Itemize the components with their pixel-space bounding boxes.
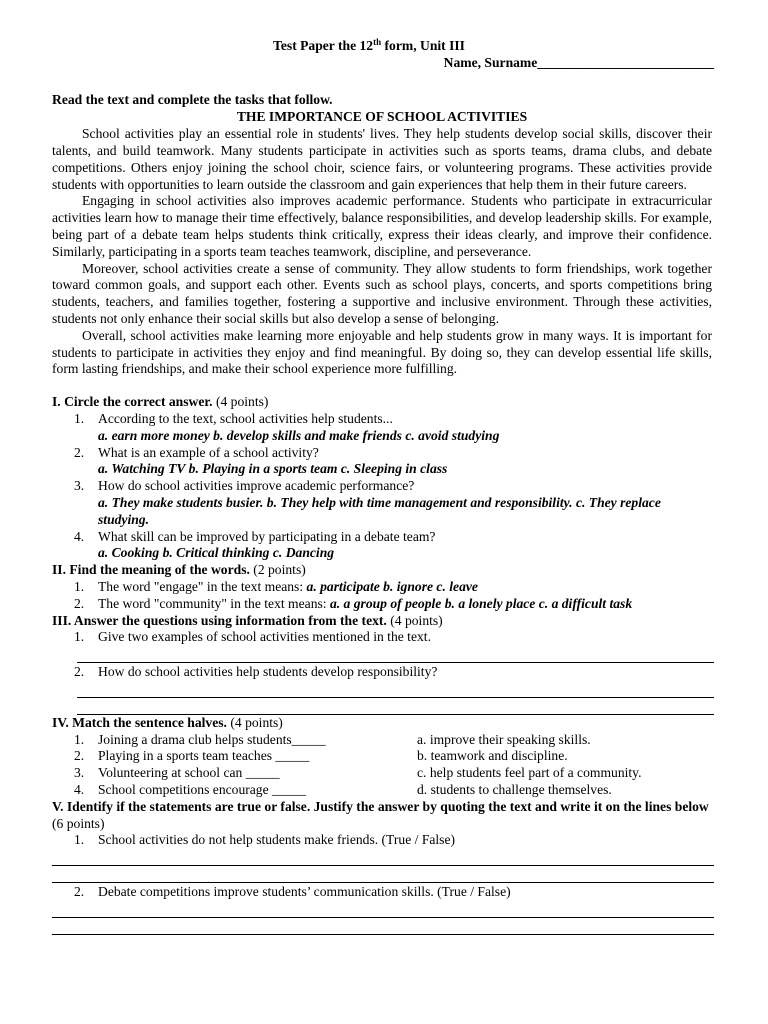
match-left[interactable]: School competitions encourage _____ — [98, 782, 307, 798]
section-2-list — [52, 579, 712, 613]
question-item — [52, 529, 712, 563]
question-text: The word "community" in the text means: — [98, 595, 330, 611]
answer-line[interactable] — [77, 646, 714, 663]
text-title: THE IMPORTANCE OF SCHOOL ACTIVITIES — [236, 109, 528, 125]
question-number: 1. — [74, 578, 85, 594]
match-left[interactable]: Playing in a sports team teaches _____ — [98, 748, 310, 764]
answer-line[interactable] — [52, 901, 714, 918]
question-number: 2. — [74, 595, 85, 611]
name-surname-line[interactable]: Name, Surname__________________________ — [443, 54, 714, 70]
match-right: a. improve their speaking skills. — [417, 731, 591, 747]
answer-options[interactable]: a. participate b. ignore c. leave — [306, 578, 478, 594]
section-3-heading — [52, 613, 712, 630]
statement-number: 2. — [74, 884, 85, 900]
match-list — [52, 732, 712, 799]
paragraph-2: Engaging in school activities also improves academic performance. Students who participate in extracurricular activities learn how to manage their time effectively, balance responsibilities, and develop leadership skills. For example, being part of a debate team helps students think critically, express their ideas clearly, and improve their confidence. Similarly, participating in a sports team teaches teamwork, discipline, and perseverance. — [52, 193, 712, 259]
section-2-title: II. Find the meaning of the words. — [52, 562, 250, 578]
section-1-list — [52, 411, 712, 562]
question-number: 2. — [74, 664, 85, 680]
section-5-points: (6 points) — [52, 815, 105, 831]
section-5-list — [52, 832, 712, 935]
match-left[interactable]: Joining a drama club helps students_____ — [98, 731, 326, 747]
match-left[interactable]: Volunteering at school can _____ — [98, 765, 280, 781]
question-item — [52, 596, 712, 613]
answer-options[interactable]: a. They make students busier. b. They help with time management and responsibility. c. They replace studying. — [98, 494, 661, 527]
section-1-heading — [52, 394, 712, 411]
answer-options[interactable]: a. Cooking b. Critical thinking c. Dancing — [98, 545, 335, 561]
question-item — [52, 629, 712, 646]
paper-title-text: Test Paper the 12 — [273, 38, 374, 53]
match-number: 3. — [74, 765, 85, 781]
question-item — [52, 445, 712, 479]
question-item — [52, 664, 712, 681]
section-2-heading — [52, 562, 712, 579]
statement-text: Debate competitions improve students’ communication skills. (True / False) — [98, 884, 511, 900]
question-item — [52, 411, 712, 445]
answer-line[interactable] — [52, 918, 714, 935]
question-text: Give two examples of school activities mentioned in the text. — [98, 629, 431, 645]
match-right: b. teamwork and discipline. — [417, 748, 568, 764]
question-item — [52, 579, 712, 596]
paragraph-1: School activities play an essential role in students' lives. They help students develop social skills, discover their talents, and build teamwork. Many students participate in activities such as sports teams, drama clubs, and debate competitions. Others enjoy joining the school choir, science fairs, or volunteering programs. These activities provide students with opportunities to learn outside the classroom and gain experiences that help them in their future careers. — [52, 126, 712, 192]
match-number: 1. — [74, 731, 85, 747]
answer-line[interactable] — [77, 681, 714, 698]
answer-options[interactable]: a. a group of people b. a lonely place c. a difficult task — [329, 595, 633, 611]
match-right: d. students to challenge themselves. — [417, 782, 612, 798]
question-number: 1. — [74, 410, 85, 426]
answer-line[interactable] — [52, 849, 714, 866]
question-text: How do school activities improve academic performance? — [98, 478, 415, 494]
statement-number: 1. — [74, 832, 85, 848]
answer-options[interactable]: a. earn more money b. develop skills and make friends c. avoid studying — [98, 427, 500, 443]
statement-item — [52, 832, 712, 849]
match-number: 4. — [74, 782, 85, 798]
paper-title — [159, 38, 579, 55]
question-text: According to the text, school activities help students... — [98, 410, 393, 426]
reading-instruction: Read the text and complete the tasks that follow. — [52, 91, 333, 107]
question-number: 1. — [74, 629, 85, 645]
section-5-title: V. Identify if the statements are true or false. Justify the answer by quoting the text and write it on the lines below — [52, 798, 709, 814]
answer-line[interactable] — [52, 866, 714, 883]
section-2-points: (2 points) — [249, 562, 306, 578]
question-number: 4. — [74, 528, 85, 544]
section-5-heading — [52, 799, 712, 833]
section-1-points: (4 points) — [212, 394, 269, 410]
paragraph-3: Moreover, school activities create a sense of community. They allow students to form friendships, work together toward common goals, and support each other. Events such as school plays, concerts, and sports competitions bring students, teachers, and families together, fostering a supportive and inclusive environment. Through these activities, students not only enhance their social skills but also develop a sense of belonging. — [52, 260, 712, 326]
question-text: What is an example of a school activity? — [98, 444, 319, 460]
question-text: The word "engage" in the text means: — [98, 578, 307, 594]
question-text: How do school activities help students develop responsibility? — [98, 664, 438, 680]
paper-title-sup: th — [373, 37, 382, 47]
statement-text: School activities do not help students make friends. (True / False) — [98, 832, 456, 848]
match-right: c. help students feel part of a community. — [417, 765, 642, 781]
answer-options[interactable]: a. Watching TV b. Playing in a sports team c. Sleeping in class — [98, 461, 448, 477]
question-number: 3. — [74, 478, 85, 494]
question-number: 2. — [74, 444, 85, 460]
section-3-points: (4 points) — [386, 612, 443, 628]
paper-title-suffix: form, Unit III — [381, 38, 465, 53]
question-text: What skill can be improved by participating in a debate team? — [98, 528, 436, 544]
paragraph-4: Overall, school activities make learning more enjoyable and help students grow in many ways. It is important for students to participate in activities they enjoy and find meaningful. By doing so, they can develop essential life skills, form lasting friendships, and make their school experience more fulfilling. — [52, 327, 712, 377]
section-1-title: I. Circle the correct answer. — [52, 394, 213, 410]
match-row — [52, 732, 712, 749]
section-4-heading — [52, 715, 712, 732]
match-row — [52, 748, 712, 765]
question-item — [52, 478, 712, 528]
answer-line[interactable] — [77, 698, 714, 715]
statement-item — [52, 884, 712, 901]
section-4-points: (4 points) — [226, 714, 283, 730]
match-number: 2. — [74, 748, 85, 764]
match-row — [52, 782, 712, 799]
match-row — [52, 765, 712, 782]
test-paper — [52, 38, 712, 935]
section-3-title: III. Answer the questions using information from the text. — [52, 612, 387, 628]
section-3-list — [52, 629, 712, 715]
section-4-title: IV. Match the sentence halves. — [52, 714, 227, 730]
